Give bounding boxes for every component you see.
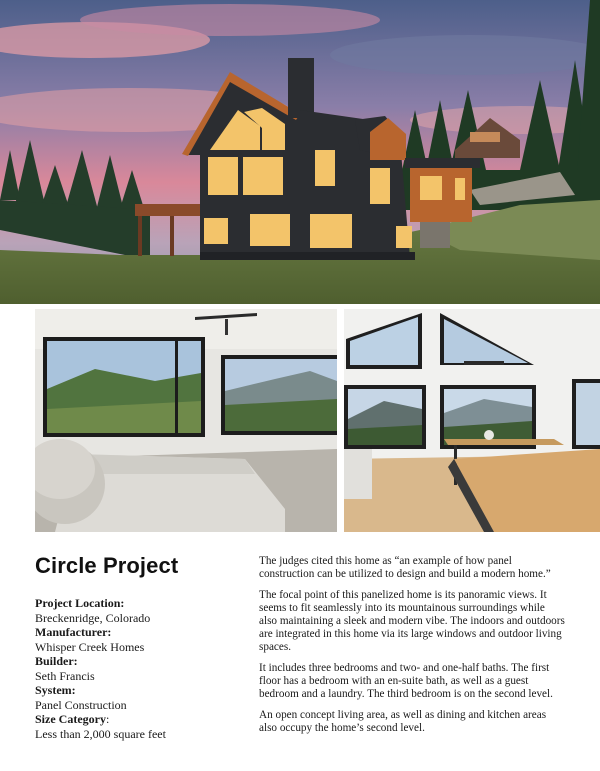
living-room-photo: [344, 309, 600, 532]
fact-value: Breckenridge, Colorado: [35, 610, 151, 625]
body-paragraph: The judges cited this home as “an example of how panel construction can be utilized to design and build a modern home.”: [259, 555, 551, 580]
bedroom-photo: [35, 309, 337, 532]
fact-label: Builder:: [35, 654, 78, 668]
fact-value: Less than 2,000 square feet: [35, 726, 166, 741]
fact-label: Manufacturer:: [35, 625, 112, 639]
body-paragraph: It includes three bedrooms and two- and one-half baths. The first floor has a bedroom with an en-suite bath, as well as a guest bedroom and a laundry. The third bedroom is on the second level.: [259, 662, 553, 700]
body-paragraph: An open concept living area, as well as dining and kitchen areas also occupy the home’s second level.: [259, 709, 547, 734]
fact-builder: [35, 654, 245, 683]
hero-house-photo: [0, 0, 600, 304]
fact-value: Seth Francis: [35, 668, 95, 683]
fact-size-category: [35, 712, 245, 741]
fact-label: System:: [35, 683, 76, 697]
fact-label-colon: :: [105, 712, 110, 726]
fact-manufacturer: [35, 625, 245, 654]
article-body: [259, 555, 565, 743]
fact-value: Whisper Creek Homes: [35, 639, 145, 654]
project-facts: [35, 596, 245, 741]
fact-system: [35, 683, 245, 712]
fact-label: Size Category: [35, 712, 106, 726]
fact-label: Project Location:: [35, 596, 125, 610]
article-title: Circle Project: [35, 553, 179, 578]
fact-location: [35, 596, 245, 625]
fact-label-row: [35, 712, 245, 727]
body-paragraph: The focal point of this panelized home is its panoramic views. It seems to fit seamlessly into its mountainous surroundings while also maintaining a sleek and modern vibe. The indoors and outdoors are integrated in this home via its large windows and outdoor living spaces.: [259, 589, 565, 653]
fact-value: Panel Construction: [35, 697, 127, 712]
